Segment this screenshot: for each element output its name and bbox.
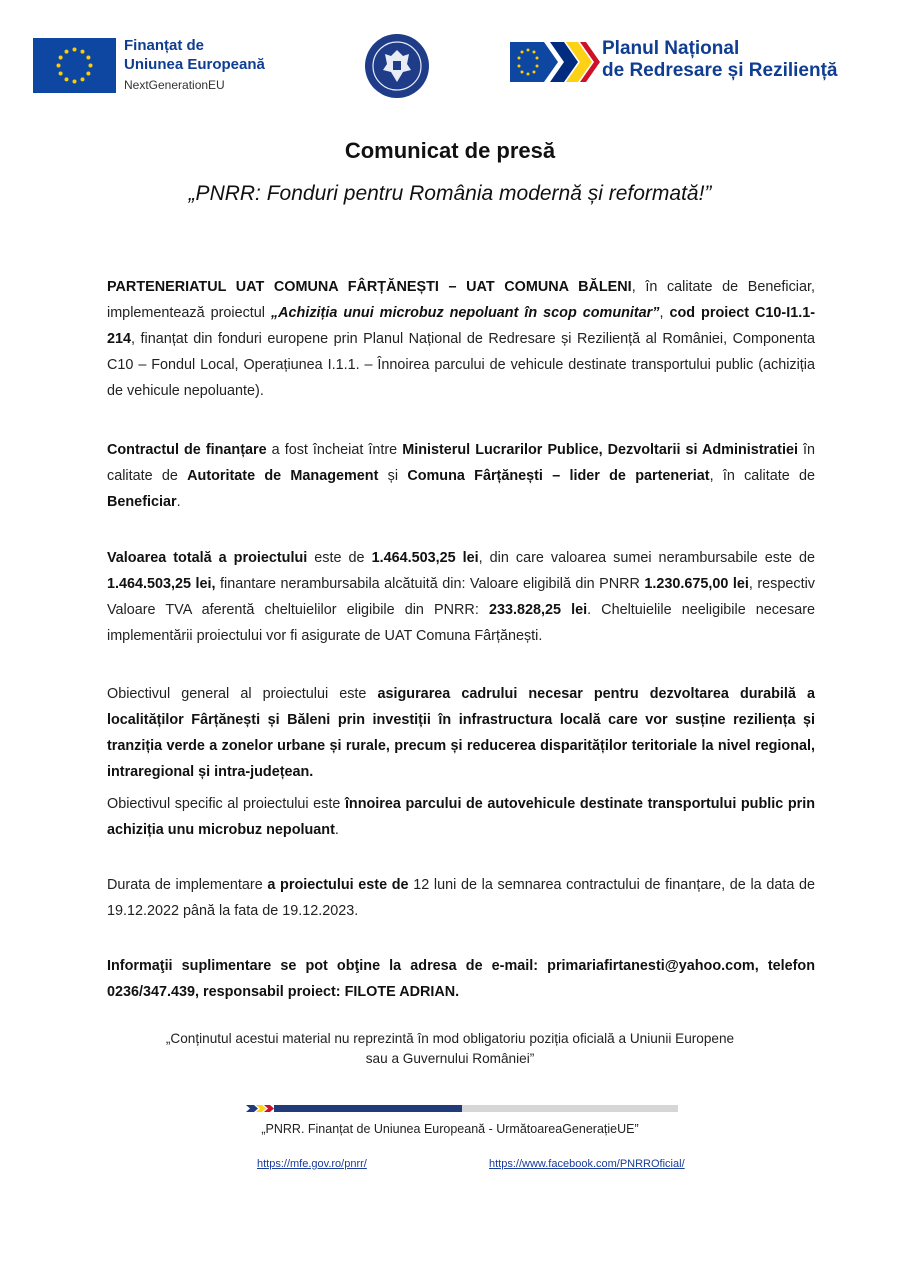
footer-bar-dark (274, 1105, 462, 1112)
pnrr-line-2: de Redresare și Reziliență (602, 60, 838, 81)
text: . (334, 822, 339, 838)
bold-text: Contractul de finanțare (107, 442, 267, 458)
eu-flag-icon (33, 38, 116, 93)
vat-value: 233.828,25 lei (488, 602, 588, 618)
paragraph-specific-objective (107, 791, 815, 843)
footer-bar-light (462, 1105, 678, 1112)
disclaimer (150, 1029, 750, 1069)
document-subtitle: „PNRR: Fonduri pentru România modernă și reformată!” (188, 182, 712, 205)
pnrr-line-1: Planul Național (602, 38, 740, 59)
eu-line-2: Uniunea Europeană (124, 56, 265, 73)
pnrr-logo-icon (510, 38, 600, 86)
bold-text: Comuna Fârțănești – lider de parteneriat (407, 468, 710, 484)
bold-text: Ministerul Lucrarilor Publice, Dezvoltarii si Administratiei (402, 442, 798, 458)
contact-info: Informaţii suplimentare se pot obţine la adresa de e-mail: primariafirtanesti@yahoo.com, telefon 0236/347.439, responsabil proiect: FILOTE ADRIAN. (107, 958, 815, 1000)
nonrefundable-value: 1.464.503,25 lei, (107, 576, 216, 592)
text: finantare nerambursabila alcătuită din: Valoare eligibilă din PNRR (215, 576, 645, 592)
paragraph-project-value (107, 545, 815, 649)
text: este de (307, 550, 372, 566)
partnership-name: PARTENERIATUL UAT COMUNA FÂRȚĂNEȘTI – UAT COMUNA BĂLENI (107, 279, 632, 295)
eu-funding-text (124, 36, 265, 94)
text: 12 luni de la semnarea contractului de finanțare, de la data de 19.12.2022 până la fata de 19.12.2023. (107, 877, 816, 919)
eligible-value: 1.230.675,00 lei (644, 576, 749, 592)
text: . (176, 494, 181, 510)
bold-text: Beneficiar (107, 494, 177, 510)
text: a fost încheiat între (266, 442, 403, 458)
footer-divider (246, 1104, 678, 1113)
pnrr-title (602, 38, 838, 82)
bold-text: asigurarea cadrului necesar pentru dezvoltarea durabilă a localităților Fârțănești și Băleni prin investiții în infrastructura locală care vor susține reziliența și tranziția verde a zonelor urbane și rurale, precum și reducerea disparităților teritoriale la nivel regional, intraregional și intra-județean. (107, 686, 815, 780)
bold-text: Autoritate de Management (187, 468, 379, 484)
bold-text: înnoirea parcului de autovehicule destinate transportului public prin achiziția unu microbuz nepoluant (107, 796, 815, 838)
text: în calitate de (107, 442, 815, 484)
disclaimer-line-2: sau a Guvernului României” (365, 1051, 535, 1066)
bold-text: Valoarea totală a proiectului (107, 550, 308, 566)
document-title: Comunicat de presă (344, 138, 556, 163)
total-value: 1.464.503,25 lei (371, 550, 479, 566)
paragraph-general-objective (107, 681, 815, 785)
text: , în calitate de Beneficiar, implementează proiectul (107, 279, 816, 321)
project-name: „Achiziția unui microbuz nepoluant în scop comunitar” (270, 305, 660, 321)
text: Obiectivul specific al proiectului este (107, 796, 345, 812)
mfe-link[interactable]: https://mfe.gov.ro/pnrr/ (257, 1158, 367, 1170)
eu-line-1: Finanțat de (124, 37, 205, 54)
facebook-link[interactable]: https://www.facebook.com/PNRROficial/ (489, 1158, 685, 1170)
text: și (378, 468, 408, 484)
text: Durata de implementare (107, 877, 268, 893)
text: , respectiv Valoare TVA aferentă cheltuielilor eligibile din PNRR: (107, 576, 815, 618)
eu-line-3: NextGenerationEU (124, 78, 225, 92)
paragraph-contract (107, 437, 815, 515)
text: , din care valoarea sumei nerambursabile este de (478, 550, 816, 566)
arrow-icon (246, 1104, 276, 1113)
footer-tagline: „PNRR. Finanțat de Uniunea Europeană - UrmătoareaGenerațieUE” (261, 1122, 639, 1136)
text: Obiectivul general al proiectului este (107, 686, 378, 702)
text: , (659, 305, 670, 321)
disclaimer-line-1: „Conținutul acestui material nu reprezintă în mod obligatoriu poziția oficială a Uniunii Europene (165, 1031, 735, 1046)
text: , finanțat din fonduri europene prin Planul Național de Redresare și Reziliență al României, Componenta C10 – Fondul Local, Operațiunea I.1.1. – Înnoirea parcului de vehicule destinate transportului public (achiziția de vehicule nepoluante). (107, 331, 815, 399)
text: . Cheltuielile neeligibile necesare implementării proiectului vor fi asigurate de UAT Comuna Fârțănești. (107, 602, 816, 644)
paragraph-project-intro (107, 274, 815, 404)
government-seal-icon (363, 32, 431, 100)
bold-text: a proiectului este de (267, 877, 409, 893)
text: , în calitate de (709, 468, 815, 484)
paragraph-duration (107, 872, 815, 924)
page-header (0, 0, 900, 110)
paragraph-contact (107, 953, 815, 1005)
project-code: cod proiect C10-I1.1-214 (107, 305, 816, 347)
